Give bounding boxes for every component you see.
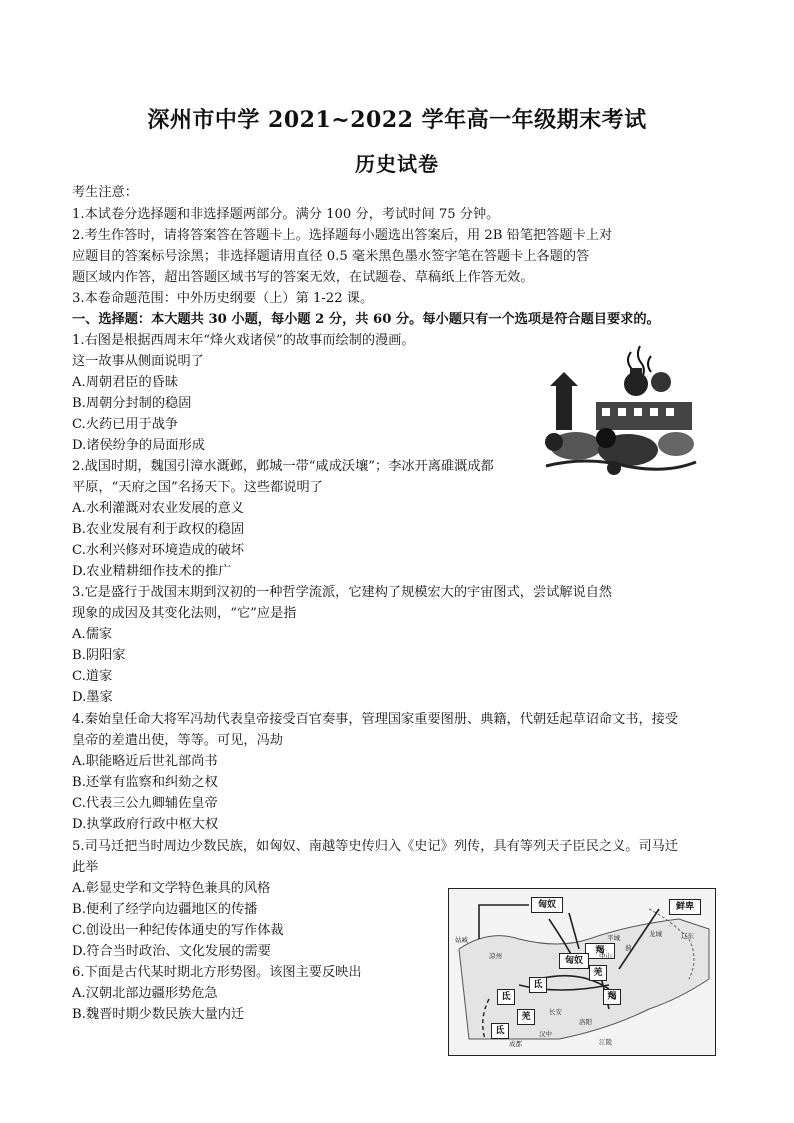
notice-item-2b: 应题目的答案标号涂黑；非选择题请用直径 0.5 毫米黑色墨水签字笔在答题卡上各题的答 bbox=[72, 249, 590, 264]
map-place-2: 长安 bbox=[549, 1008, 562, 1016]
map-label-jie-1: 羯 bbox=[585, 943, 615, 959]
q2-option-b: B.农业发展有利于政权的稳固 bbox=[72, 522, 245, 537]
q6-option-b: B.魏晋时期少数民族大量内迁 bbox=[72, 1007, 245, 1022]
q2-stem-cont: 平原，“天府之国”名扬天下。这些都说明了 bbox=[72, 480, 323, 495]
map-place-4: 平城 bbox=[607, 934, 620, 942]
q6-option-a: A.汉朝北部边疆形势危急 bbox=[72, 986, 218, 1001]
map-label-qiang-2: 羌 bbox=[517, 1009, 535, 1025]
exam-subtitle: 历史试卷 bbox=[355, 152, 439, 176]
q5-option-b: B.便利了经学向边疆地区的传播 bbox=[72, 902, 258, 917]
map-place-3: 洛阳 bbox=[579, 1018, 592, 1026]
map-place-10: 汉中 bbox=[539, 1030, 552, 1038]
q3-option-c: C.道家 bbox=[72, 669, 113, 684]
q1-stem: 1.右图是根据西周末年“烽火戏诸侯”的故事而绘制的漫画。 bbox=[72, 333, 415, 348]
exam-title: 深州市中学 2021~2022 学年高一年级期末考试 bbox=[147, 107, 647, 133]
q5-option-d: D.符合当时政治、文化发展的需要 bbox=[72, 944, 271, 959]
q4-stem: 4.秦始皇任命大将军冯劫代表皇帝接受百官奏事，管理国家重要图册、典籍，代朝廷起草诏命文书，接受 bbox=[72, 712, 679, 727]
q3-option-b: B.阴阳家 bbox=[72, 648, 126, 663]
map-place-8: 辽东 bbox=[681, 932, 694, 940]
northern-situation-map bbox=[448, 888, 716, 1056]
q3-stem-cont: 现象的成因及其变化法则，“它”应是指 bbox=[72, 606, 297, 621]
q4-option-d: D.执掌政府行政中枢大权 bbox=[72, 817, 219, 832]
map-label-xiongnu-2: 匈奴 bbox=[559, 953, 589, 969]
map-label-xianbei: 鲜卑 bbox=[669, 899, 701, 915]
q5-option-a: A.彰显史学和文学特色兼具的风格 bbox=[72, 881, 271, 896]
notice-item-2a: 2.考生作答时，请将答案答在答题卡上。选择题每小题选出答案后，用 2B 铅笔把答题卡上对 bbox=[72, 228, 613, 243]
section-heading: 一、选择题：本大题共 30 小题，每小题 2 分，共 60 分。每小题只有一个选项是符合题目要求的。 bbox=[72, 312, 660, 327]
q2-option-d: D.农业精耕细作技术的推广 bbox=[72, 564, 232, 579]
map-place-7: 龙城 bbox=[649, 930, 662, 938]
q2-option-c: C.水利兴修对环境造成的破坏 bbox=[72, 543, 245, 558]
q3-option-d: D.墨家 bbox=[72, 690, 113, 705]
map-place-6: 蓟 bbox=[625, 944, 632, 952]
q2-option-a: A.水利灌溉对农业发展的意义 bbox=[72, 501, 244, 516]
q2-stem: 2.战国时期，魏国引漳水溉邺，邺城一带“咸成沃壤”；李冰开离碓溉成都 bbox=[72, 459, 494, 474]
beacon-fire-cartoon bbox=[536, 342, 700, 478]
map-label-di-3: 氐 bbox=[491, 1023, 509, 1039]
map-place-1: 凉州 bbox=[489, 952, 502, 960]
q3-stem: 3.它是盛行于战国末期到汉初的一种哲学流派，它建构了规模宏大的宇宙图式，尝试解说自然 bbox=[72, 585, 613, 600]
notice-item-3: 3.本卷命题范围：中外历史纲要（上）第 1-22 课。 bbox=[72, 291, 374, 306]
q3-option-a: A.儒家 bbox=[72, 627, 113, 642]
q4-stem-cont: 皇帝的差遣出使，等等。可见，冯劫 bbox=[72, 733, 283, 748]
q5-stem-cont: 此举 bbox=[72, 860, 99, 875]
q1-option-b: B.周朝分封制的稳固 bbox=[72, 396, 192, 411]
q4-option-b: B.还掌有监察和纠劾之权 bbox=[72, 775, 218, 790]
map-label-xiongnu-1: 匈奴 bbox=[531, 897, 563, 913]
q5-stem: 5.司马迁把当时周边少数民族，如匈奴、南越等史传归入《史记》列传，具有等列天子臣民之义。司马迁 bbox=[72, 839, 679, 854]
map-place-5: 中山 bbox=[599, 952, 612, 960]
q4-option-c: C.代表三公九卿辅佐皇帝 bbox=[72, 796, 218, 811]
q1-option-d: D.诸侯纷争的局面形成 bbox=[72, 438, 205, 453]
q6-stem: 6.下面是古代某时期北方形势图。该图主要反映出 bbox=[72, 965, 362, 980]
map-label-di-2: 氐 bbox=[497, 989, 515, 1005]
map-label-jie-2: 羯 bbox=[603, 989, 621, 1005]
map-place-9: 成都 bbox=[509, 1040, 522, 1048]
notice-heading: 考生注意： bbox=[72, 185, 138, 200]
q4-option-a: A.职能略近后世礼部尚书 bbox=[72, 754, 218, 769]
q1-stem-cont: 这一故事从侧面说明了 bbox=[72, 354, 204, 369]
map-place-11: 江陵 bbox=[599, 1038, 612, 1046]
map-label-di-1: 氐 bbox=[529, 977, 547, 993]
map-label-qiang-1: 羌 bbox=[589, 965, 607, 981]
q1-option-c: C.火药已用于战争 bbox=[72, 417, 179, 432]
notice-item-2c: 题区域内作答，超出答题区域书写的答案无效，在试题卷、草稿纸上作答无效。 bbox=[72, 270, 534, 285]
q5-option-c: C.创设出一种纪传体通史的写作体裁 bbox=[72, 923, 284, 938]
notice-item-1: 1.本试卷分选择题和非选择题两部分。满分 100 分，考试时间 75 分钟。 bbox=[72, 207, 500, 222]
map-place-0: 姑臧 bbox=[455, 936, 468, 944]
q1-option-a: A.周朝君臣的昏昧 bbox=[72, 375, 179, 390]
